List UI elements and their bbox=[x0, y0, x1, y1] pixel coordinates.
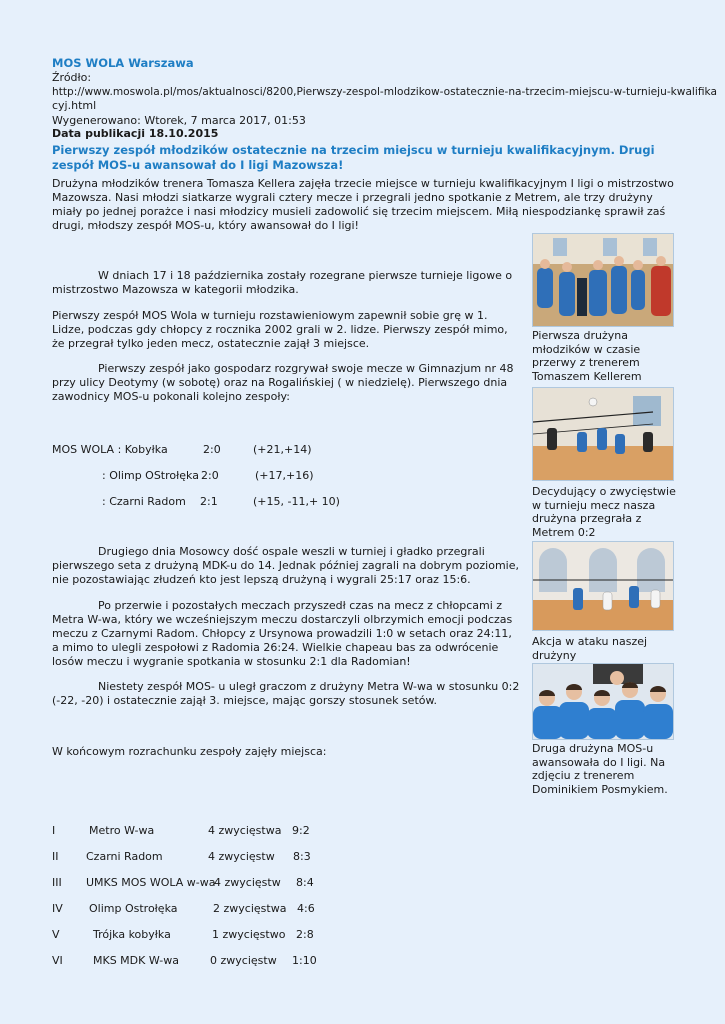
paragraph-4: Drugiego dnia Mosowcy dość ospale weszli w turniej i gładko przegrali pierwszego seta z drużyną MDK-u do 14. Jednak później zagrali na dobrym poziomie, nie pozostawiając złudzeń kto jest lepszą drużyną i wygrali 25:17 oraz 15:6. bbox=[52, 545, 519, 586]
source-label: Źródło: bbox=[52, 71, 92, 84]
result-team: : Czarni Radom bbox=[102, 495, 186, 508]
photo-caption-4: Druga drużyna MOS-u awansowała do I ligi. Na zdjęciu z trenerem Dominikiem Posmykiem. bbox=[532, 742, 668, 796]
photo-caption-3: Akcja w ataku naszej drużyny bbox=[532, 635, 648, 662]
standings-sets: 8:3 bbox=[293, 850, 311, 863]
result-score: 2:0 bbox=[201, 469, 219, 482]
result-score: 2:1 bbox=[200, 495, 218, 508]
paragraph-1: W dniach 17 i 18 października zostały rozegrane pierwsze turnieje ligowe o mistrzostwo Mazowsza w kategorii młodzika. bbox=[52, 269, 513, 296]
standings-team: Czarni Radom bbox=[86, 850, 163, 863]
photo-caption-1: Pierwsza drużyna młodzików w czasie przerwy z trenerem Tomaszem Kellerem bbox=[532, 329, 642, 383]
photo-caption-2: Decydujący o zwycięstwie w turnieju mecz nasza drużyna przegrała z Metrem 0:2 bbox=[532, 485, 676, 539]
standings-place: VI bbox=[52, 954, 63, 967]
standings-sets: 1:10 bbox=[292, 954, 317, 967]
source-url-line-1[interactable]: http://www.moswola.pl/mos/aktualnosci/8200,Pierwszy-zespol-mlodzikow-ostatecznie-na-trzecim-miejscu-w-turnieju-kwalifika bbox=[52, 86, 717, 98]
paragraph-7: W końcowym rozrachunku zespoły zajęły miejsca: bbox=[52, 745, 327, 758]
photo-second-team bbox=[532, 663, 674, 740]
paragraph-5: Po przerwie i pozostałych meczach przyszedł czas na mecz z chłopcami z Metra W-wa, który we wcześniejszym meczu dostarczyli olbrzymich emocji podczas meczu z Czarnymi Radom. Chłopcy z Ursynowa prowadzili 1:0 w setach oraz 24:11, a mimo to ulegli zespołowi z Radomia 26:24. Wielkie chapeau bas za odwrócenie losów meczu i wygranie spotkania w stosunku 2:1 dla Radomian! bbox=[52, 599, 513, 668]
standings-team: UMKS MOS WOLA w-wa bbox=[86, 876, 216, 889]
standings-place: II bbox=[52, 850, 59, 863]
result-team: : Olimp OStrołęka bbox=[102, 469, 199, 482]
standings-sets: 8:4 bbox=[296, 876, 314, 889]
standings-place: V bbox=[52, 928, 60, 941]
photo-team-break bbox=[532, 233, 674, 327]
standings-wins: 4 zwycięstwa bbox=[208, 824, 282, 837]
article-lead: Drużyna młodzików trenera Tomasza Kellera zajęła trzecie miejsce w turnieju kwalifikacyjnym I ligi o mistrzostwo Mazowsza. Nasi młodzi siatkarze wygrali cztery mecze i przegrali jedno spotkanie z Metrem, ale trzy drużyny miały po jednej porażce i nasi młodzicy musieli zadowolić się trzecim miejscem. Miłą niespodziankę sprawił zaś drugi, młodszy zespół MOS-u, który awansował do I ligi! bbox=[52, 177, 674, 232]
result-sets: (+21,+14) bbox=[253, 443, 312, 456]
article-title: Pierwszy zespół młodzików ostatecznie na trzecim miejscu w turnieju kwalifikacyjnym. Drugi zespół MOS-u awansował do I ligi Mazowsza! bbox=[52, 143, 655, 172]
standings-place: IV bbox=[52, 902, 63, 915]
standings-wins: 0 zwycięstw bbox=[210, 954, 277, 967]
paragraph-3: Pierwszy zespół jako gospodarz rozgrywał swoje mecze w Gimnazjum nr 48 przy ulicy Deotymy (w sobotę) oraz na Rogalińskiej ( w niedzielę). Pierwszego dnia zawodnicy MOS-u pokonali kolejno zespoły: bbox=[52, 362, 514, 403]
standings-sets: 4:6 bbox=[297, 902, 315, 915]
generated-date: Wygenerowano: Wtorek, 7 marca 2017, 01:53 bbox=[52, 114, 306, 127]
standings-sets: 2:8 bbox=[296, 928, 314, 941]
standings-wins: 2 zwycięstwa bbox=[213, 902, 287, 915]
standings-team: Metro W-wa bbox=[89, 824, 155, 837]
standings-wins: 4 zwycięstw bbox=[208, 850, 275, 863]
paragraph-2: Pierwszy zespół MOS Wola w turnieju rozstawieniowym zapewnił sobie grę w 1. Lidze, podczas gdy chłopcy z rocznika 2002 grali w 2. lidze. Pierwszy zespół mimo, że przegrał tylko jeden mecz, ostatecznie zajął 3 miejsce. bbox=[52, 309, 508, 350]
standings-wins: 1 zwycięstwo bbox=[212, 928, 286, 941]
standings-place: I bbox=[52, 824, 56, 837]
standings-team: Trójka kobyłka bbox=[93, 928, 171, 941]
paragraph-6: Niestety zespół MOS- u uległ graczom z drużyny Metra W-wa w stosunku 0:2 (-22, -20) i ostatecznie zajął 3. miejsce, mając gorszy stosunek setów. bbox=[52, 680, 520, 707]
result-team: MOS WOLA : Kobyłka bbox=[52, 443, 168, 456]
result-sets: (+15, -11,+ 10) bbox=[253, 495, 340, 508]
standings-team: MKS MDK W-wa bbox=[93, 954, 179, 967]
result-sets: (+17,+16) bbox=[255, 469, 314, 482]
standings-team: Olimp Ostrołęka bbox=[89, 902, 178, 915]
standings-place: III bbox=[52, 876, 62, 889]
photo-attack bbox=[532, 541, 674, 631]
standings-wins: 4 zwycięstw bbox=[214, 876, 281, 889]
standings-sets: 9:2 bbox=[292, 824, 310, 837]
source-url-line-2[interactable]: cyj.html bbox=[52, 99, 97, 112]
result-score: 2:0 bbox=[203, 443, 221, 456]
photo-match-metro bbox=[532, 387, 674, 481]
publication-date: Data publikacji 18.10.2015 bbox=[52, 127, 219, 140]
site-name: MOS WOLA Warszawa bbox=[52, 56, 194, 70]
